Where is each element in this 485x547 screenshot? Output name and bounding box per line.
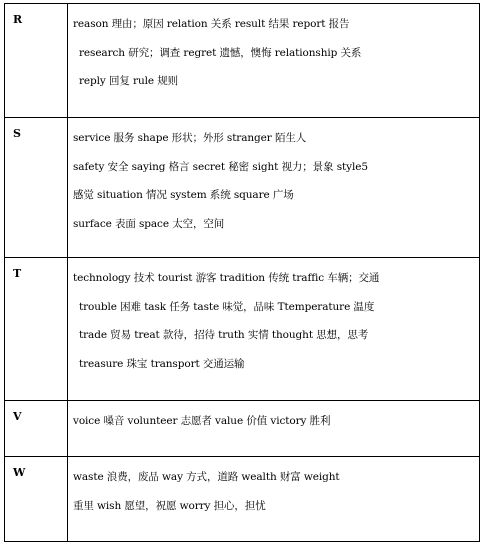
word-line: research 研究；调查 regret 遗憾，懊悔 relationship 关系	[79, 46, 362, 59]
letter-label: R	[13, 13, 23, 26]
word-line: 重里 wish 愿望，祝愿 worry 担心，担忧	[73, 499, 266, 512]
table-row-s	[5, 118, 480, 258]
table-row-r	[5, 4, 480, 118]
table-row-v	[5, 401, 480, 457]
word-line: surface 表面 space 太空，空间	[73, 217, 225, 230]
letter-label: S	[13, 127, 21, 140]
word-line: trade 贸易 treat 款待，招待 truth 实情 thought 思想，思考	[79, 329, 369, 341]
word-line: 感觉 situation 情况 system 系统 square 广场	[73, 189, 294, 201]
words-cell	[68, 401, 480, 457]
word-line: service 服务 shape 形状；外形 stranger 陌生人	[73, 132, 307, 144]
vocabulary-table	[4, 3, 480, 542]
letter-cell	[5, 4, 68, 118]
word-line: voice 嗓音 volunteer 志愿者 value 价值 victory 胜利	[73, 415, 331, 427]
letter-label: W	[13, 466, 26, 479]
word-line: technology 技术 tourist 游客 tradition 传统 traffic 车辆；交通	[73, 272, 380, 284]
word-line: safety 安全 saying 格言 secret 秘密 sight 视力；景象 style5	[73, 160, 368, 173]
letter-cell	[5, 118, 68, 258]
word-line: treasure 珠宝 transport 交通运输	[79, 357, 245, 370]
table-row-w	[5, 457, 480, 542]
table-row-t	[5, 258, 480, 401]
letter-cell	[5, 457, 68, 542]
word-line: reply 回复 rule 规则	[79, 75, 179, 87]
words-cell	[68, 457, 480, 542]
letter-label: T	[13, 267, 22, 280]
word-line: trouble 困难 task 任务 taste 味觉，品味 Ttemperature 温度	[79, 300, 375, 313]
words-cell	[68, 118, 480, 258]
letter-label: V	[13, 410, 22, 423]
words-cell	[68, 4, 480, 118]
word-line: reason 理由；原因 relation 关系 result 结果 report 报告	[73, 18, 350, 30]
words-cell	[68, 258, 480, 401]
word-line: waste 浪费，废品 way 方式，道路 wealth 财富 weight	[73, 471, 340, 483]
letter-cell	[5, 401, 68, 457]
letter-cell	[5, 258, 68, 401]
